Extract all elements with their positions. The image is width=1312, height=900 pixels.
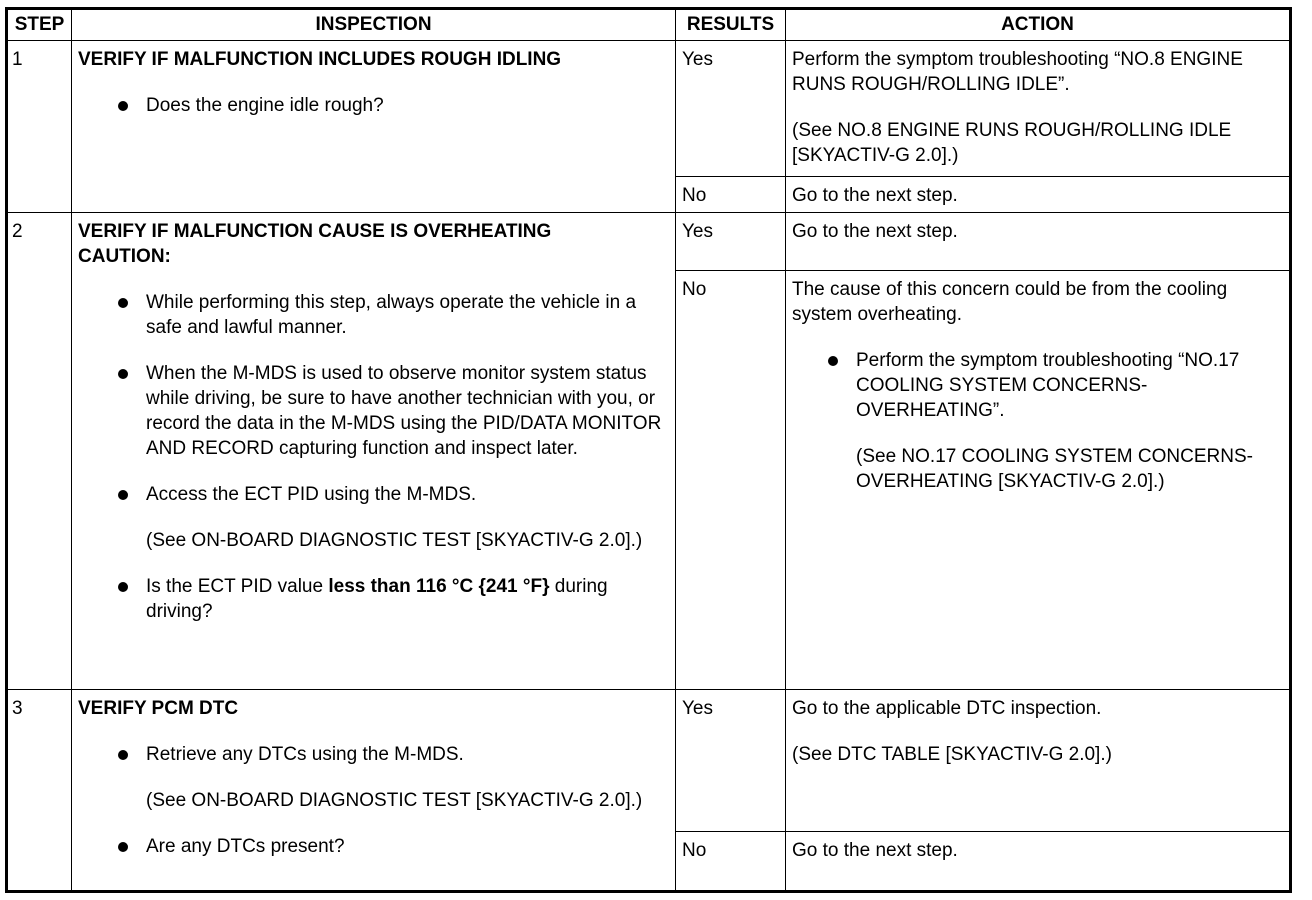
step1-no-action-cell <box>786 177 1291 213</box>
list-item <box>116 93 669 118</box>
step3-bullet1: Retrieve any DTCs using the M-MDS. <box>146 743 464 765</box>
step1-number: 1 <box>12 49 23 71</box>
troubleshooting-table <box>5 7 1292 893</box>
step2-yes-action: Go to the next step. <box>792 221 958 243</box>
step1-number-cell <box>7 41 72 213</box>
step3-no-action-cell <box>786 831 1291 891</box>
list-item <box>116 482 669 507</box>
bullet-icon <box>116 361 146 461</box>
step2-no-bullet-ref: (See NO.17 COOLING SYSTEM CONCERNS-OVERHEATING [SKYACTIV-G 2.0].) <box>856 446 1253 493</box>
step1-row <box>7 41 1291 177</box>
step3-row <box>7 689 1291 831</box>
step1-title: VERIFY IF MALFUNCTION INCLUDES ROUGH IDLING <box>78 49 562 71</box>
step2-bullet1: While performing this step, always operate the vehicle in a safe and lawful manner. <box>146 292 637 339</box>
step2-bullet4-pre: Is the ECT PID value <box>146 576 329 598</box>
step2-inspection-cell <box>72 213 676 690</box>
header-step: STEP <box>7 9 72 41</box>
step3-number-cell <box>7 689 72 891</box>
step3-no-action: Go to the next step. <box>792 839 958 861</box>
list-item <box>116 742 669 767</box>
step3-no-cell <box>676 831 786 891</box>
step1-yes-action2: (See NO.8 ENGINE RUNS ROUGH/ROLLING IDLE [SKYACTIV-G 2.0].) <box>792 120 1232 167</box>
step2-no-bullet: Perform the symptom troubleshooting “NO.17 COOLING SYSTEM CONCERNS-OVERHEATING”. <box>856 350 1240 422</box>
bullet-icon <box>116 742 146 767</box>
step2-title: VERIFY IF MALFUNCTION CAUSE IS OVERHEATING <box>78 221 552 243</box>
step2-no-cell <box>676 271 786 689</box>
step2-yes-label: Yes <box>682 221 713 243</box>
step1-no-cell <box>676 177 786 213</box>
step3-yes-label: Yes <box>682 697 713 719</box>
list-item <box>116 574 669 624</box>
bullet-icon <box>826 348 856 423</box>
step1-yes-action-cell <box>786 41 1291 177</box>
bullet-icon <box>116 93 146 118</box>
step1-yes-label: Yes <box>682 49 713 71</box>
bullet-icon <box>116 290 146 340</box>
bullet-icon <box>116 482 146 507</box>
step2-yes-action-cell <box>786 213 1291 271</box>
step2-bullet4 <box>146 574 669 624</box>
step2-no-action-cell <box>786 271 1291 689</box>
step2-row <box>7 213 1291 271</box>
header-results: RESULTS <box>676 9 786 41</box>
step3-yes-action-cell <box>786 689 1291 831</box>
step3-yes-cell <box>676 689 786 831</box>
list-item <box>116 361 669 461</box>
header-inspection: INSPECTION <box>72 9 676 41</box>
step2-no-action1: The cause of this concern could be from the cooling system overheating. <box>792 279 1228 326</box>
step2-bullet3: Access the ECT PID using the M-MDS. <box>146 484 477 506</box>
step2-number-cell <box>7 213 72 690</box>
step2-caution: CAUTION: <box>78 246 171 268</box>
header-action: ACTION <box>786 9 1291 41</box>
step3-inspection-cell <box>72 689 676 891</box>
step2-bullet4-bold: less than 116 °C {241 °F} <box>328 576 550 598</box>
step2-bullet4-post: during driving? <box>146 576 608 623</box>
step1-bullet1: Does the engine idle rough? <box>146 95 384 117</box>
step3-number: 3 <box>12 697 23 719</box>
step2-yes-cell <box>676 213 786 271</box>
header-row <box>7 9 1291 41</box>
step2-bullet3-ref: (See ON-BOARD DIAGNOSTIC TEST [SKYACTIV-G 2.0].) <box>146 530 643 552</box>
step3-yes-action1: Go to the applicable DTC inspection. <box>792 697 1102 719</box>
step3-bullet2: Are any DTCs present? <box>146 835 345 857</box>
step1-inspection-cell <box>72 41 676 213</box>
step1-no-label: No <box>682 185 707 207</box>
step1-yes-action1: Perform the symptom troubleshooting “NO.8 ENGINE RUNS ROUGH/ROLLING IDLE”. <box>792 49 1243 96</box>
bullet-icon <box>116 574 146 624</box>
list-item <box>116 834 669 859</box>
list-item <box>826 348 1283 423</box>
step1-yes-cell <box>676 41 786 177</box>
step2-no-label: No <box>682 279 707 301</box>
bullet-icon <box>116 834 146 859</box>
step3-no-label: No <box>682 839 707 861</box>
step3-title: VERIFY PCM DTC <box>78 697 239 719</box>
step3-yes-action2: (See DTC TABLE [SKYACTIV-G 2.0].) <box>792 743 1112 765</box>
step1-no-action: Go to the next step. <box>792 185 958 207</box>
step2-number: 2 <box>12 221 23 243</box>
step3-bullet1-ref: (See ON-BOARD DIAGNOSTIC TEST [SKYACTIV-G 2.0].) <box>146 789 643 811</box>
step2-bullet2: When the M-MDS is used to observe monitor system status while driving, be sure to have another technician with you, or record the data in the M-MDS using the PID/DATA MONITOR AND RECORD capturing function and inspect later. <box>146 363 662 460</box>
list-item <box>116 290 669 340</box>
